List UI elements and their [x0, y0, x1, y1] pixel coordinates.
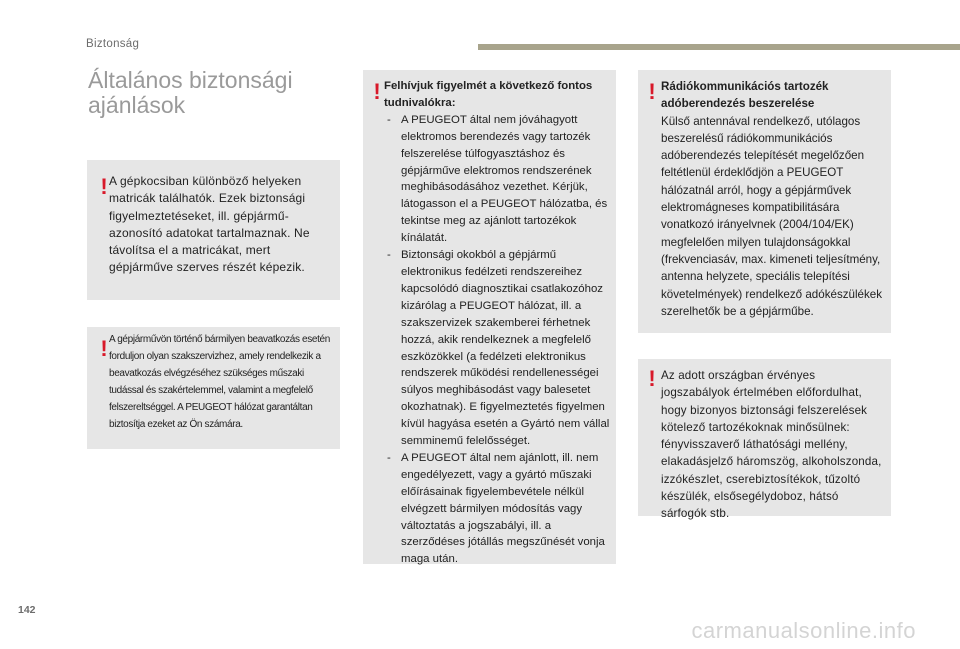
list-item: - Biztonsági okokból a gépjármű elektronikus fedélzeti rendszereihez kapcsolódó diagnosztikai csatlakozóhoz kizárólag a PEUGEOT hálózat, ill. a szakszervizek szakemberei férhetnek hozzá, akik rendelkeznek a megfelelő eszközökkel (a fedélzeti elektronikus rendszerek működési rendellenességei súlyos meghibásodást vagy balesetet okozhatnak). E figyelmeztetés figyelmen kívül hagyása esetén a Gyártó nem vállal semminemű felelősséget. — [384, 247, 612, 450]
radio-equipment-heading: Rádiókommunikációs tartozék adóberendezés beszerelése — [661, 80, 829, 111]
section-label: Biztonság — [86, 38, 140, 50]
watermark: carmanualsonline.info — [691, 618, 916, 643]
important-notes-box — [363, 70, 616, 564]
list-item: - A PEUGEOT által nem ajánlott, ill. nem engedélyezett, vagy a gyártó műszaki előírásainak figyelembevétele nélkül elvégzett bármilyen módosítás vagy változtatás a jogszabályi, ill. a szerződéses jótállás megszűnését vonja maga után. — [384, 450, 612, 568]
sticker-warning-box — [87, 160, 340, 300]
radio-equipment-box — [638, 70, 891, 333]
exclamation-icon: ! — [373, 79, 381, 104]
exclamation-icon: ! — [648, 79, 656, 104]
sticker-warning-text: A gépkocsiban különböző helyeken matricák találhatók. Ezek biztonsági figyelmeztetéseket, ill. gépjármű-azonosító adatokat tartalmaznak. Ne távolítsa el a matricákat, mert gépjárműve szerves részét képezik. — [109, 174, 310, 275]
mandatory-equipment-box — [638, 359, 891, 521]
radio-equipment-text: Külső antennával rendelkező, utólagos beszerelésű rádiókommunikációs adóberendezés telepítését megelőzően feltétlenül érdeklődjön a PEUGEOT hálózatnál arról, hogy a gépjárművek elektromágneses kompatibilitására vonatkozó irányelvnek (2004/104/EK) megfelelően milyen tulajdonságokkal (frekvenciasáv, max. kimeneti teljesítmény, antenna helyzete, speciális telepítési követelmények) rendelkező adókészülékek szerelhetők be a gépjárműbe. — [661, 114, 883, 318]
important-notes-heading: Felhívjuk figyelmét a következő fontos tudnivalókra: — [384, 80, 593, 109]
mandatory-equipment-text: Az adott országban érvényes jogszabályok értelmében előfordulhat, hogy bizonyos biztonsági felszerelések kötelező tartozékoknak minősülnek: fényvisszaverő láthatósági mellény, elakadásjelző háromszög, alkoholszonda, izzókészlet, cserebiztosítékok, tűzoltó készülék, elsősegélydoboz, hátsó sárfogók stb. — [661, 369, 882, 521]
important-notes-list — [384, 112, 612, 568]
important-notes-content — [384, 78, 612, 568]
page-title-line2: ajánlások — [88, 92, 186, 118]
header-bar — [478, 44, 960, 50]
radio-equipment-content — [661, 78, 887, 320]
list-item: - A PEUGEOT által nem jóváhagyott elektromos berendezés vagy tartozék felszerelése túlfogyasztáshoz és gépjárműve elektromos rendszerének meghibásodásához vezethet. Kérjük, látogasson el a PEUGEOT hálózatba, és tekintse meg az ajánlott tartozékok kínálatát. — [384, 112, 612, 247]
exclamation-icon: ! — [100, 174, 108, 199]
exclamation-icon: ! — [100, 336, 108, 361]
page-number: 142 — [18, 604, 36, 616]
service-warning-box — [87, 327, 340, 449]
exclamation-icon: ! — [648, 366, 656, 391]
page-title-line1: Általános biztonsági — [88, 67, 293, 93]
service-warning-text: A gépjárművön történő bármilyen beavatkozás esetén forduljon olyan szakszervizhez, amely rendelkezik a beavatkozás elvégzéséhez szükséges műszaki tudással és szakértelemmel, valamint a megfelelő felszereltséggel. A PEUGEOT hálózat garantáltan biztosítja ezeket az Ön számára. — [109, 334, 330, 430]
page-title — [88, 68, 293, 118]
